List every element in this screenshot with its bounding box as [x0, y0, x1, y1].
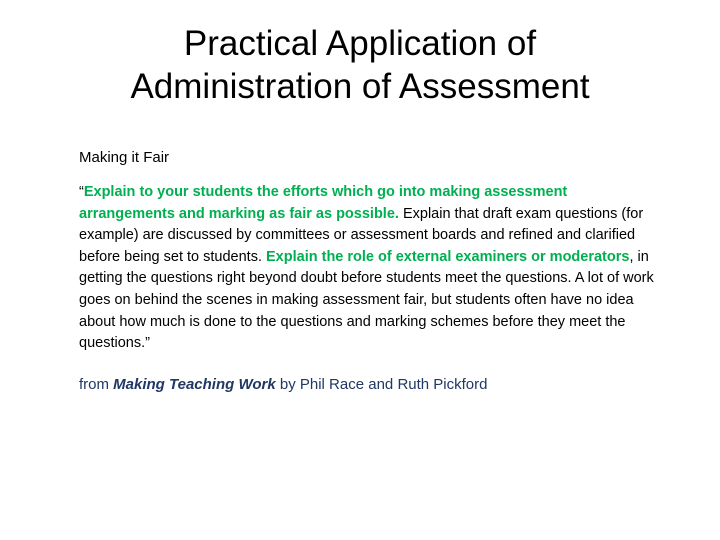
source-book-title: Making Teaching Work: [113, 375, 276, 393]
quote-open-mark: “: [79, 184, 84, 200]
quote-text-drafts: Explain that draft exam questions (for example) are discussed by committees or assessment boards and refined and clarified before being set to students.: [79, 205, 644, 265]
source-prefix: from: [79, 375, 114, 393]
slide-title: [60, 22, 660, 108]
slide-content: [79, 148, 659, 395]
title-line-2: Administration of Assessment: [130, 67, 590, 106]
source-citation: [79, 375, 659, 395]
section-heading: Making it Fair: [79, 149, 170, 166]
quote-highlight-examiners: Explain the role of external examiners or moderators: [266, 248, 630, 265]
quote-close-mark: ”: [145, 335, 150, 352]
quote-text-behind-scenes: , in getting the questions right beyond doubt before students meet the questions. A lot of work goes on behind the scenes in making assessment fair, but students often have no idea about how much is done to the questions and marking schemes before they meet the questions.: [79, 248, 654, 352]
title-line-1: Practical Application of: [183, 24, 537, 63]
quote-highlight-fairness: Explain to your students the efforts which go into making assessment arrangements and marking as fair as possible.: [79, 184, 568, 222]
quote-paragraph: [79, 182, 659, 355]
source-authors: by Phil Race and Ruth Pickford: [275, 375, 488, 393]
